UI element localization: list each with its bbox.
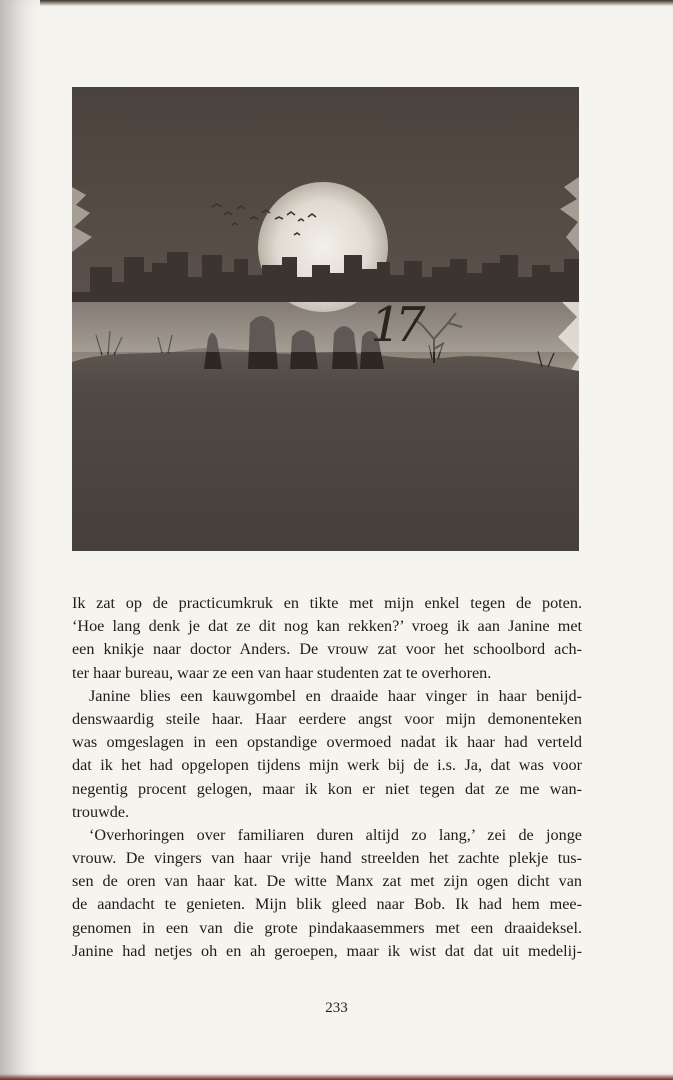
page-top-edge [40,0,673,6]
text-line: genomen in een van die grote pindakaasemmers met een draaideksel. [72,918,582,937]
chapter-number: 17 [370,297,420,353]
text-line: negentig procent gelogen, maar ik kon er niet tegen dat ze me wan- [72,779,582,798]
text-line: sen de oren van haar kat. De witte Manx zat met zijn ogen dicht van [72,872,582,891]
text-line: trouwde. [72,802,130,821]
text-line: Janine had netjes oh en ah geroepen, maar ik wist dat dat uit medelij- [72,941,582,960]
text-line: vrouw. De vingers van haar vrije hand streelden het zachte plekje tus- [72,849,582,868]
text-line: een knikje naar doctor Anders. De vrouw zat voor het schoolbord ach- [72,640,582,659]
paragraph [72,824,582,963]
text-line: Janine blies een kauwgombel en draaide haar vinger in haar benijd- [89,686,582,705]
text-line: was omgeslagen in een opstandige overmoed nadat ik haar had verteld [72,733,582,752]
paragraph [72,685,582,824]
text-line: Ik zat op de practicumkruk en tikte met mijn enkel tegen de poten. [72,594,582,612]
paragraph [72,592,582,685]
night-skyline-moon-illustration [72,87,579,551]
text-line: de aandacht te genieten. Mijn blik gleed naar Bob. Ik had hem mee- [72,895,582,914]
text-line: ‘Overhoringen over familiaren duren altijd zo lang,’ zei de jonge [89,825,582,844]
body-text [72,592,582,963]
chapter-illustration [72,87,579,551]
text-line: denswaardig steile haar. Haar eerdere angst voor mijn demonenteken [72,709,582,728]
page-bottom-edge [0,1074,673,1080]
text-line: dat ik het had opgelopen tijdens mijn werk bij de i.s. Ja, dat was voor [72,756,582,775]
page-number: 233 [325,1000,348,1016]
text-line: ter haar bureau, waar ze een van haar studenten zat te overhoren. [72,663,492,682]
text-line: ‘Hoe lang denk je dat ze dit nog kan rekken?’ vroeg ik aan Janine met [72,617,582,636]
